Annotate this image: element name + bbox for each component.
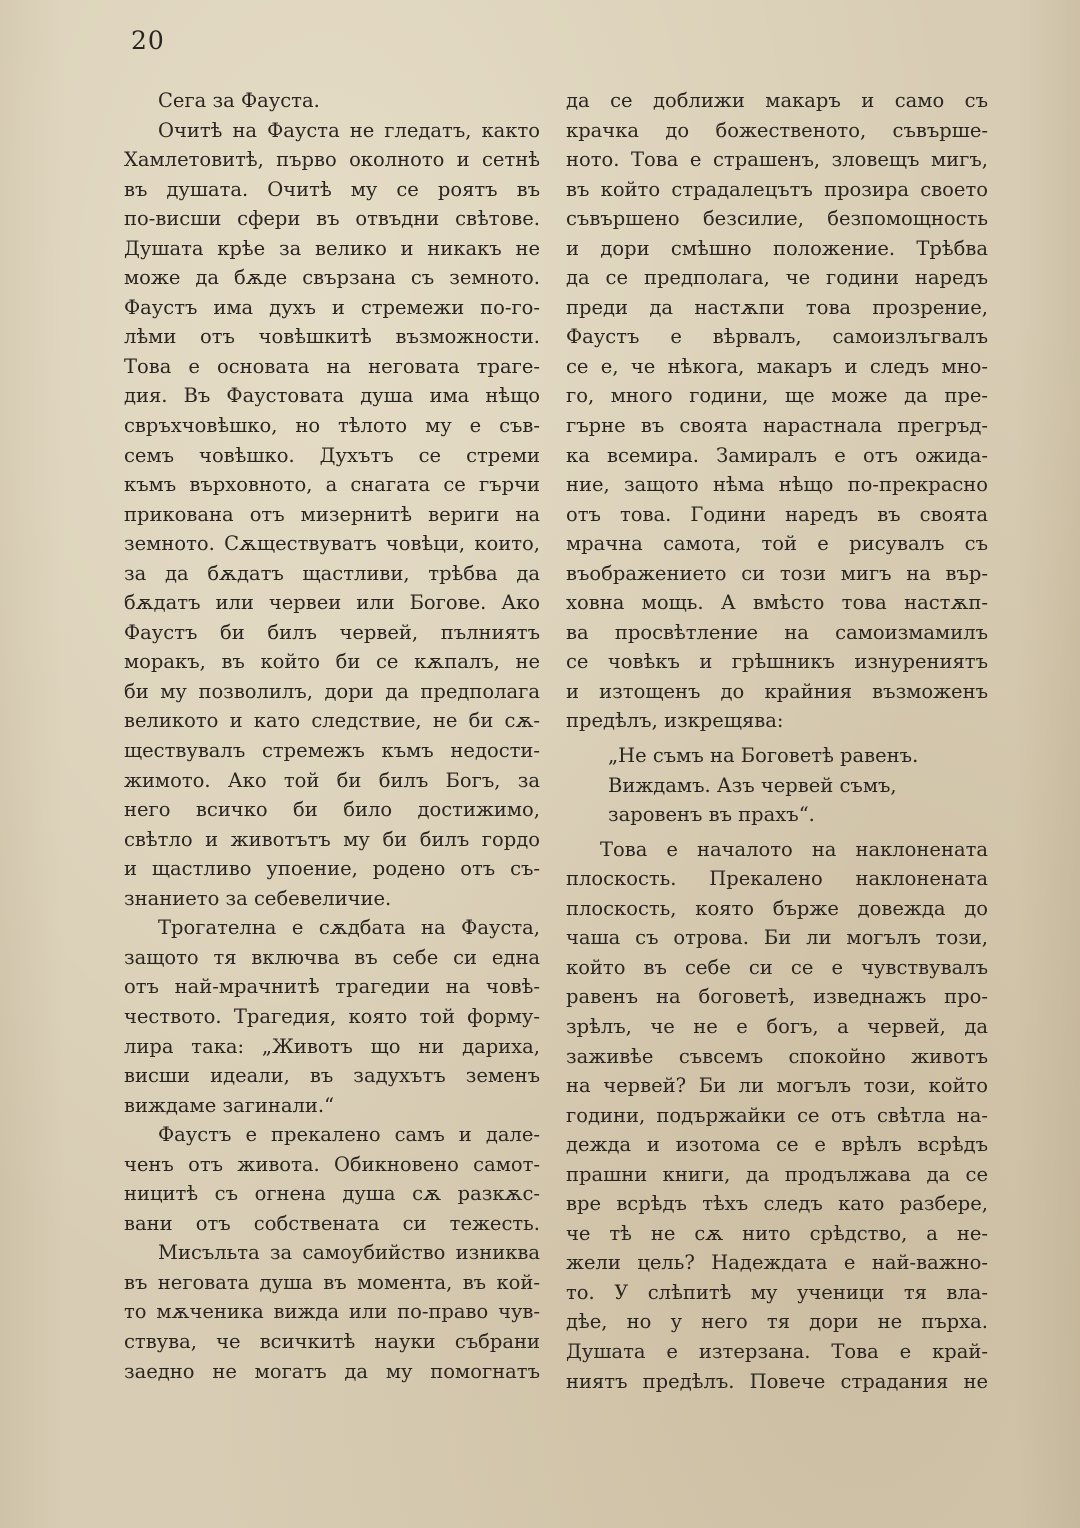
text-line: моракъ, въ който би се кѫпалъ, не: [124, 650, 540, 674]
text-line: великото и като следствие, не би сѫ-: [124, 709, 540, 733]
text-line: лѣми отъ човѣшкитѣ възможности.: [124, 325, 540, 349]
text-line: ние, защото нѣма нѣщо по-прекрасно: [566, 473, 988, 497]
text-line: се е, че нѣкога, макаръ и следъ мно-: [566, 354, 988, 378]
text-line: съвършено безсилие, безпомощность: [566, 207, 988, 231]
text-line: Фаустъ е прекалено самъ и дале-: [158, 1123, 540, 1147]
text-line: заедно не могатъ да му помогнатъ: [124, 1359, 540, 1383]
text-line: години, подържайки се отъ свѣтла на-: [566, 1103, 988, 1127]
text-line: предѣлъ, изкрещява:: [566, 709, 784, 733]
text-line: преди да настѫпи това прозрение,: [566, 295, 988, 319]
text-line: би му позволилъ, дори да предполага: [124, 679, 540, 703]
text-line: ществувалъ стремежъ къмъ недости-: [124, 739, 540, 763]
text-line: го, много години, ще може да пре-: [566, 384, 988, 408]
text-line: Това е началото на наклонената: [600, 837, 988, 861]
text-line: който въ себе си се е чувствувалъ: [566, 955, 988, 979]
text-line: семъ човѣшко. Духътъ се стреми: [124, 443, 540, 467]
text-line: ва просвѣтление на самоизмамилъ: [566, 620, 988, 644]
text-line: Душата е изтерзана. Това е край-: [566, 1339, 988, 1363]
text-line: него всичко би било достижимо,: [124, 798, 540, 822]
text-line: гърне въ своята нарастнала прегръд-: [566, 414, 988, 438]
text-line: Мисъльта за самоубийство изниква: [158, 1241, 540, 1265]
text-line: къмъ върховното, а снагата се гърчи: [124, 473, 540, 497]
text-line: отъ най-мрачнитѣ трагедии на човѣ-: [124, 975, 540, 999]
verse-line: „Не съмъ на Боговетѣ равенъ.: [608, 744, 919, 768]
text-line: дежда и изотома се е врѣлъ всрѣдъ: [566, 1133, 988, 1157]
text-line: виждаме загинали.“: [124, 1093, 335, 1117]
text-line: защото тя включва въ себе си една: [124, 945, 540, 969]
text-line: може да бѫде свързана съ земното.: [124, 266, 540, 290]
text-line: ницитѣ съ огнена душа сѫ разкѫс-: [124, 1182, 540, 1206]
text-line: въ душата. Очитѣ му се роятъ въ: [124, 177, 540, 201]
text-line: дия. Въ Фаустовата душа има нѣщо: [124, 384, 540, 408]
page-number: 20: [131, 26, 165, 55]
text-line: ното. Това е страшенъ, зловещъ мигъ,: [566, 148, 988, 172]
text-line: висши идеали, въ задухътъ земенъ: [124, 1064, 540, 1088]
text-line: ствува, че всичкитѣ науки събрани: [124, 1329, 540, 1353]
text-line: бѫдатъ или червеи или Богове. Ако: [124, 591, 540, 615]
text-line: Трогателна е сѫдбата на Фауста,: [158, 916, 540, 940]
text-line: че тѣ не сѫ нито срѣдство, а не-: [566, 1221, 988, 1245]
left-column: [124, 86, 540, 1386]
text-line: вани отъ собствената си тежесть.: [124, 1211, 540, 1235]
text-line: чеството. Трагедия, която той форму-: [124, 1004, 540, 1028]
text-line: равенъ на боговетѣ, изведнажъ про-: [566, 985, 988, 1009]
text-line: прикована отъ мизернитѣ вериги на: [124, 502, 540, 526]
text-line: Фаустъ има духъ и стремежи по-го-: [124, 295, 540, 319]
text-line: Очитѣ на Фауста не гледатъ, както: [158, 118, 540, 142]
right-column: [566, 86, 988, 1396]
text-line: въ неговата душа въ момента, въ кой-: [124, 1270, 540, 1294]
text-line: свѣтло и животътъ му би билъ гордо: [124, 827, 540, 851]
text-line: се човѣкъ и грѣшникъ изнурениятъ: [566, 650, 988, 674]
text-line: Фаустъ е вѣрвалъ, самоизлъгвалъ: [566, 325, 988, 349]
text-line: то мѫченика вижда или по-право чув-: [124, 1300, 540, 1324]
text-line: зрѣлъ, че не е богъ, а червей, да: [566, 1014, 988, 1038]
text-line: Сега за Фауста.: [158, 89, 320, 112]
verse-line: заровенъ въ прахъ“.: [608, 803, 815, 827]
text-line: да се доближи макаръ и само съ: [566, 89, 988, 112]
text-line: заживѣе съвсемъ спокойно животъ: [566, 1044, 988, 1068]
text-line: жимото. Ако той би билъ Богъ, за: [124, 768, 540, 792]
text-line: Душата крѣе за велико и никакъ не: [124, 236, 540, 260]
text-line: прашни книги, да продължава да се: [566, 1162, 988, 1186]
text-line: плоскость, която бърже довежда до: [566, 896, 988, 920]
text-line: на червей? Би ли могълъ този, който: [566, 1074, 988, 1098]
text-line: земното. Сѫществуватъ човѣци, които,: [124, 532, 540, 556]
text-line: вре всрѣдъ тѣхъ следъ като разбере,: [566, 1192, 988, 1216]
text-line: Това е основата на неговата траге-: [124, 354, 540, 378]
text-line: за да бѫдатъ щастливи, трѣбва да: [124, 561, 540, 585]
text-line: ка всемира. Замиралъ е отъ ожида-: [566, 443, 988, 467]
text-line: и щастливо упоение, родено отъ съ-: [124, 857, 540, 881]
text-line: ховна мощь. А вмѣсто това настѫп-: [566, 591, 988, 615]
text-line: ниятъ предѣлъ. Повече страдания не: [566, 1369, 988, 1393]
text-line: жели цель? Надеждата е най-важно-: [566, 1251, 988, 1275]
verse-line: Виждамъ. Азъ червей съмъ,: [608, 773, 897, 797]
text-line: плоскость. Прекалено наклонената: [566, 867, 988, 891]
text-line: дѣе, но у него тя дори не пърха.: [566, 1310, 988, 1334]
text-line: Фаустъ би билъ червей, пълниятъ: [124, 620, 540, 644]
text-line: и дори смѣшно положение. Трѣбва: [566, 236, 988, 260]
text-line: свръхчовѣшко, но тѣлото му е съв-: [124, 414, 540, 438]
text-line: по-висши сфери въ отвъдни свѣтове.: [124, 207, 540, 231]
text-line: Хамлетовитѣ, първо околното и сетнѣ: [124, 148, 540, 172]
text-line: чаша съ отрова. Би ли могълъ този,: [566, 926, 988, 950]
text-line: мрачна самота, той е рисувалъ съ: [566, 532, 988, 556]
text-line: и изтощенъ до крайния възможенъ: [566, 679, 988, 703]
text-line: да се предполага, че години наредъ: [566, 266, 988, 290]
text-line: въ който страдалецътъ прозира своето: [566, 177, 988, 201]
text-line: крачка до божественото, съвърше-: [566, 118, 988, 142]
text-line: то. У слѣпитѣ му ученици тя вла-: [566, 1280, 988, 1304]
text-line: отъ това. Години наредъ въ своята: [566, 502, 988, 526]
text-line: въображението си този мигъ на вър-: [566, 561, 988, 585]
text-line: знанието за себевеличие.: [124, 886, 392, 910]
text-line: ченъ отъ живота. Обикновено самот-: [124, 1152, 540, 1176]
text-line: лира така: „Животъ що ни дариха,: [124, 1034, 540, 1058]
